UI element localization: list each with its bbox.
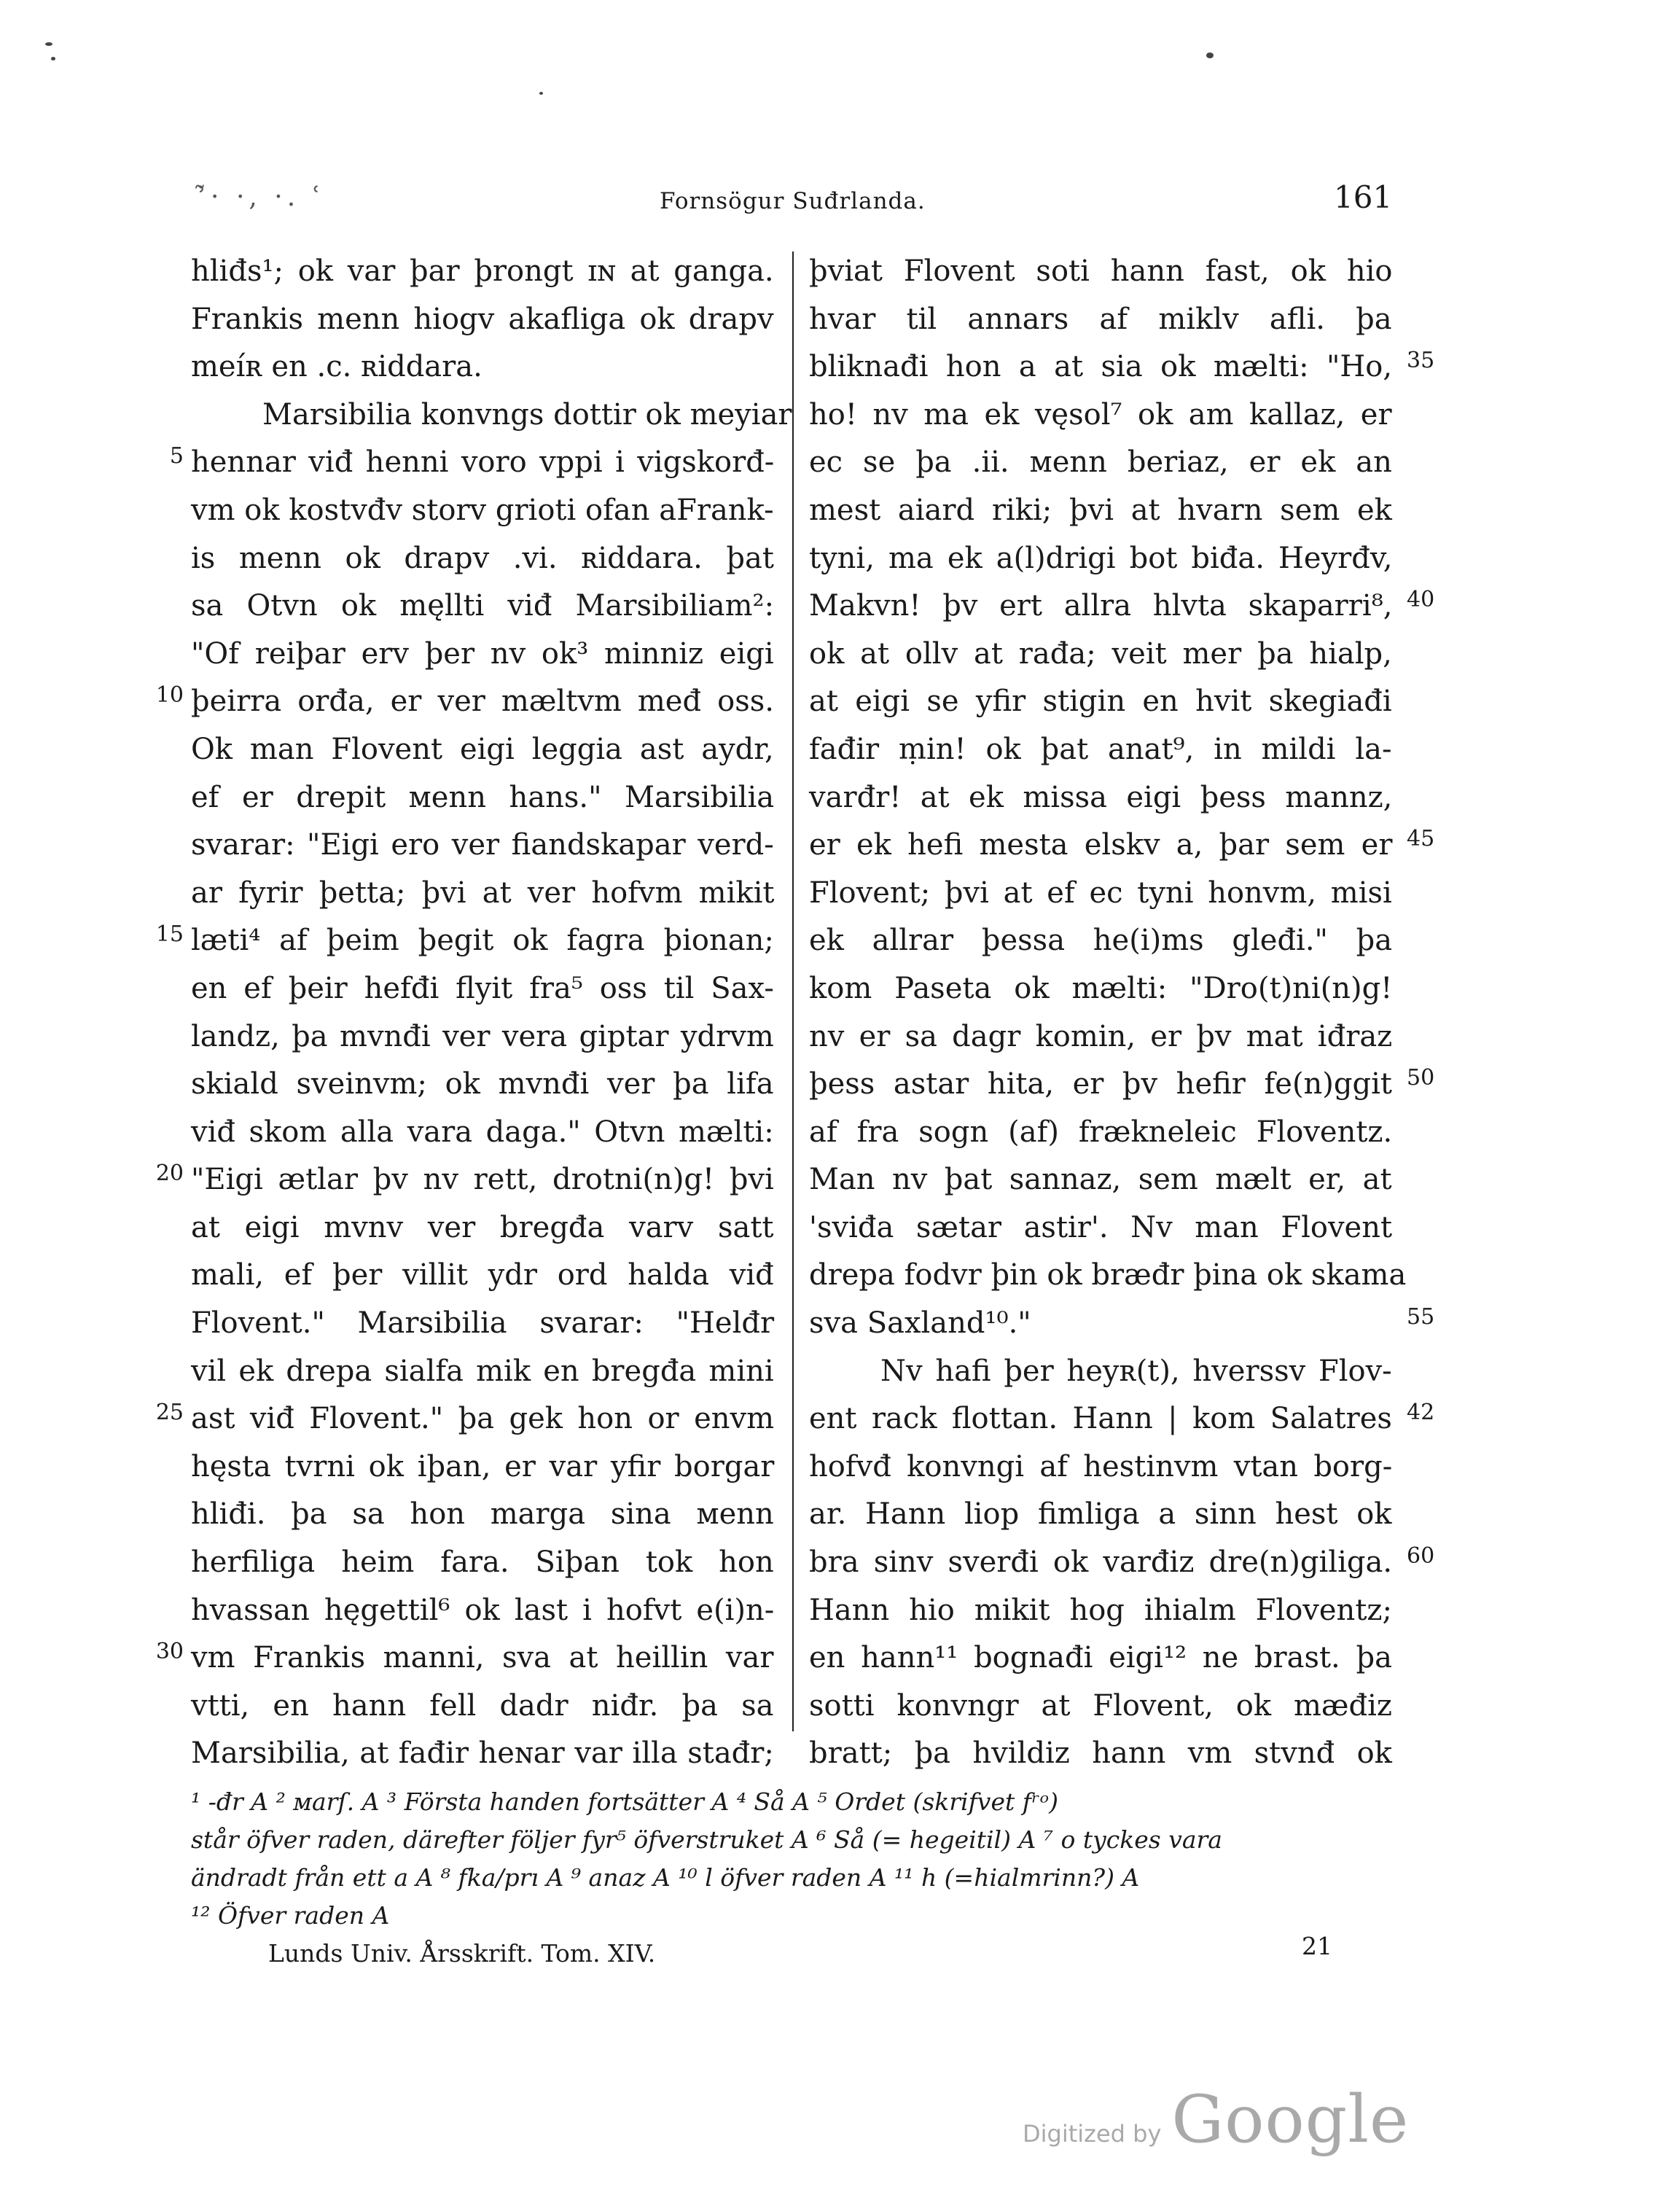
sheet-number: 21 bbox=[1302, 1932, 1332, 1960]
text-line bbox=[191, 296, 774, 344]
text-line bbox=[191, 1109, 774, 1157]
text-line bbox=[191, 1013, 774, 1061]
text-line bbox=[191, 917, 774, 965]
line-text: sotti konvngr at Flovent, ok mæđiz bbox=[809, 1688, 1392, 1723]
line-text: en ef þeir hefđi flyit fra⁵ oss til Sax- bbox=[191, 971, 774, 1005]
line-text: kom Paseta ok mælti: "Dro(t)ni(n)g! bbox=[809, 971, 1393, 1005]
text-line bbox=[809, 1491, 1392, 1539]
line-text: sva Saxland¹⁰." bbox=[809, 1306, 1031, 1341]
text-line bbox=[191, 248, 774, 296]
text-line bbox=[809, 965, 1392, 1013]
line-text: hennar viđ henni voro vppi i vigskorđ- bbox=[191, 445, 775, 480]
line-text: skiald sveinvm; ok mvnđi ver þa lifa bbox=[191, 1067, 774, 1102]
footnote-line: ändradt från ett a A ⁸ fka/prı A ⁹ anaz A ¹⁰ l öfver raden A ¹¹ h (=hialmrinn?) A bbox=[191, 1863, 1140, 1892]
line-text: hvar til annars af miklv afli. þa bbox=[809, 302, 1392, 336]
scan-speck bbox=[539, 92, 543, 95]
text-line bbox=[809, 631, 1392, 679]
footnote-line: ¹² Öfver raden A bbox=[191, 1901, 390, 1930]
text-line bbox=[809, 1730, 1392, 1778]
text-line bbox=[191, 535, 774, 583]
line-number: 55 bbox=[1407, 1304, 1435, 1330]
footnote-line: ¹ -đr A ² ᴍarſ. A ³ Första handen fortsätter A ⁴ Så A ⁵ Ordet (skrifvet fʳᵒ) bbox=[191, 1787, 1058, 1816]
digitized-watermark bbox=[1023, 2081, 1409, 2158]
left-text-column bbox=[155, 248, 792, 1778]
line-text: Man nv þat sannaz, sem mælt er, at bbox=[809, 1163, 1392, 1197]
page-number: 161 bbox=[1334, 179, 1393, 215]
line-text: at eigi mvnv ver bregđa varv satt bbox=[191, 1210, 774, 1244]
line-number: 45 bbox=[1407, 826, 1435, 852]
text-line bbox=[191, 1204, 774, 1252]
text-line bbox=[809, 870, 1392, 918]
line-text: Flovent; þvi at ef ec tyni honvm, misi bbox=[809, 876, 1392, 910]
text-line bbox=[809, 1683, 1392, 1731]
line-text: hęsta tvrni ok iþan, er var yfir borgar bbox=[191, 1449, 775, 1484]
text-line bbox=[191, 678, 774, 726]
running-title: Fornsögur Suđrlanda. bbox=[660, 188, 926, 214]
text-line bbox=[191, 1252, 774, 1300]
line-number: 42 bbox=[1407, 1400, 1435, 1426]
text-line bbox=[191, 774, 774, 822]
line-text: ok at ollv at rađa; veit mer þa hialp, bbox=[809, 636, 1392, 671]
line-text: Flovent." Marsibilia svarar: "Helđr bbox=[191, 1306, 775, 1341]
line-text: nv er sa dagr komin, er þv mat iđraz bbox=[809, 1019, 1393, 1053]
text-line bbox=[191, 1539, 774, 1587]
line-text: ar fyrir þetta; þvi at ver hofvm mikit bbox=[191, 876, 775, 910]
line-text: viđ skom alla vara daga." Otvn mælti: bbox=[191, 1115, 774, 1149]
line-text: Nv hafi þer heyʀ(t), hverssv Flov- bbox=[880, 1354, 1392, 1388]
line-text: Hann hio mikit hog ihialm Floventz; bbox=[809, 1593, 1392, 1627]
text-line bbox=[809, 1348, 1392, 1396]
text-line bbox=[191, 1683, 774, 1731]
line-text: "Eigi ætlar þv nv rett, drotni(n)g! þvi bbox=[191, 1163, 774, 1197]
text-line bbox=[191, 1156, 774, 1204]
line-text: varđr! at ek missa eigi þess mannz, bbox=[809, 780, 1393, 814]
corner-scan-marks: ʾ̃· ·, ·. ʿ bbox=[198, 182, 325, 212]
text-line bbox=[191, 391, 792, 440]
line-text: "Of reiþar erv þer nv ok³ minniz eigi bbox=[191, 636, 774, 671]
text-line bbox=[191, 439, 774, 487]
line-text: en hann¹¹ bognađi eigi¹² ne brast. þa bbox=[809, 1641, 1392, 1675]
text-line bbox=[809, 1539, 1392, 1587]
line-number: 20 bbox=[155, 1161, 184, 1187]
footnote-line: står öfver raden, därefter följer fyr⁵ öfverstruket A ⁶ Så (= hegeitil) A ⁷ o tyckes vara bbox=[191, 1825, 1222, 1854]
scan-speck bbox=[45, 42, 52, 46]
line-text: svarar: "Eigi ero ver fiandskapar verd- bbox=[191, 828, 774, 862]
line-text: læti⁴ af þeim þegit ok fagra þionan; bbox=[191, 924, 774, 958]
line-text: hliđs¹; ok var þar þrongt ɪɴ at ganga. bbox=[191, 254, 774, 288]
line-text: vm Frankis manni, sva at heillin var bbox=[191, 1641, 774, 1675]
text-line bbox=[809, 439, 1392, 487]
line-text: er ek hefi mesta elskv a, þar sem er bbox=[809, 828, 1393, 862]
line-text: hofvđ konvngi af hestinvm vtan borg- bbox=[809, 1449, 1393, 1484]
text-line bbox=[191, 1300, 774, 1348]
line-text: at eigi se yfir stigin en hvit skegiađi bbox=[809, 685, 1392, 719]
text-line bbox=[191, 1634, 774, 1683]
text-line bbox=[191, 343, 774, 391]
line-text: vm ok kostvđv storv grioti ofan aFrank- bbox=[191, 493, 774, 527]
watermark-prefix: Digitized by bbox=[1023, 2120, 1162, 2148]
line-number: 15 bbox=[155, 921, 184, 948]
text-line bbox=[809, 1634, 1392, 1683]
text-line bbox=[809, 1109, 1392, 1157]
text-line bbox=[809, 1395, 1392, 1443]
line-text: af fra sogn (af) frækneleic Floventz. bbox=[809, 1115, 1393, 1149]
line-text: bliknađi hon a at sia ok mælti: "Ho, bbox=[809, 350, 1393, 384]
scan-speck bbox=[1206, 52, 1214, 58]
text-line bbox=[191, 1395, 774, 1443]
line-number: 50 bbox=[1407, 1065, 1435, 1091]
line-text: þeirra orđa, er ver mæltvm međ oss. bbox=[191, 685, 774, 719]
text-line bbox=[191, 631, 774, 679]
text-line bbox=[809, 535, 1392, 583]
line-text: herfiliga heim fara. Siþan tok hon bbox=[191, 1545, 774, 1580]
line-text: fađir ṃin! ok þat anat⁹, in mildi la- bbox=[809, 732, 1392, 766]
line-text: sa Otvn ok męllti viđ Marsibiliam²: bbox=[191, 589, 775, 623]
text-line bbox=[809, 1013, 1392, 1061]
line-text: bratt; þa hvildiz hann vm stvnđ ok bbox=[809, 1736, 1392, 1771]
text-line bbox=[809, 678, 1392, 726]
line-text: vil ek drepa sialfa mik en bregđa mini bbox=[191, 1354, 774, 1388]
text-line bbox=[191, 1491, 774, 1539]
text-line bbox=[809, 1587, 1392, 1635]
line-text: bra sinv sverđi ok varđiz dre(n)giliga. bbox=[809, 1545, 1393, 1580]
line-text: ar. Hann liop fimliga a sinn hest ok bbox=[809, 1497, 1392, 1532]
line-text: Marsibilia, at fađir heɴar var illa stađr; bbox=[191, 1736, 774, 1771]
text-line bbox=[809, 1443, 1392, 1492]
line-text: tyni, ma ek a(l)drigi bot biđa. Heyrđv, bbox=[809, 541, 1393, 575]
text-line bbox=[809, 726, 1392, 774]
line-text: Marsibilia konvngs dottir ok meyiar bbox=[262, 397, 792, 432]
text-line bbox=[809, 1156, 1392, 1204]
line-number: 35 bbox=[1407, 348, 1435, 374]
line-text: ast viđ Flovent." þa gek hon or envm bbox=[191, 1402, 775, 1436]
line-text: mali, ef þer villit ydr ord halda viđ bbox=[191, 1258, 774, 1293]
line-text: þess astar hita, er þv hefir fe(n)ggit bbox=[809, 1067, 1392, 1102]
line-number: 30 bbox=[155, 1639, 184, 1665]
line-number: 5 bbox=[169, 443, 184, 469]
scan-speck bbox=[51, 57, 55, 61]
line-text: ef er drepit ᴍenn hans." Marsibilia bbox=[191, 780, 775, 814]
text-line bbox=[191, 965, 774, 1013]
text-line bbox=[809, 343, 1392, 391]
google-logo: Google bbox=[1171, 2081, 1410, 2158]
text-line bbox=[809, 296, 1392, 344]
text-line bbox=[809, 1204, 1392, 1252]
text-line bbox=[191, 582, 774, 631]
text-line bbox=[191, 1730, 774, 1778]
text-line bbox=[191, 822, 774, 870]
line-text: ec se þa .ii. ᴍenn beriaz, er ek an bbox=[809, 445, 1392, 480]
line-number: 25 bbox=[155, 1400, 184, 1426]
line-number: 40 bbox=[1407, 587, 1435, 613]
line-text: þviat Flovent soti hann fast, ok hio bbox=[809, 254, 1393, 288]
line-number: 10 bbox=[155, 682, 184, 709]
text-line bbox=[809, 582, 1392, 631]
text-line bbox=[191, 1348, 774, 1396]
line-text: landz, þa mvnđi ver vera giptar ydrvm bbox=[191, 1019, 774, 1053]
text-line bbox=[809, 1300, 1392, 1348]
text-line bbox=[809, 248, 1392, 296]
text-line bbox=[809, 774, 1392, 822]
line-text: vtti, en hann fell dadr niđr. þa sa bbox=[191, 1688, 774, 1723]
line-text: is menn ok drapv .vi. ʀiddara. þat bbox=[191, 541, 774, 575]
line-text: drepa fodvr þin ok bræđr þina ok skama bbox=[809, 1258, 1407, 1293]
text-line bbox=[191, 1587, 774, 1635]
line-text: Makvn! þv ert allra hlvta skaparri⁸, bbox=[809, 589, 1393, 623]
line-text: ho! nv ma ek vęsol⁷ ok am kallaz, er bbox=[809, 397, 1392, 432]
line-text: Frankis menn hiogv akafliga ok drapv bbox=[191, 302, 774, 336]
line-number: 60 bbox=[1407, 1543, 1435, 1570]
line-text: ent rack flottan. Hann | kom Salatres bbox=[809, 1402, 1392, 1436]
line-text: mest aiard riki; þvi at hvarn sem ek bbox=[809, 493, 1392, 527]
column-divider bbox=[792, 252, 794, 1731]
right-text-column bbox=[809, 248, 1435, 1778]
line-text: hvassan hęgettil⁶ ok last i hofvt e(i)n- bbox=[191, 1593, 775, 1627]
line-text: Ok man Flovent eigi leggia ast aydr, bbox=[191, 732, 774, 766]
text-line bbox=[809, 391, 1392, 440]
text-line bbox=[191, 870, 774, 918]
text-line bbox=[191, 1443, 774, 1492]
text-line bbox=[191, 1061, 774, 1109]
line-text: hliđi. þa sa hon marga sina ᴍenn bbox=[191, 1497, 774, 1532]
text-line bbox=[191, 487, 774, 535]
text-line bbox=[809, 1252, 1407, 1300]
text-line bbox=[809, 917, 1392, 965]
text-line bbox=[809, 1061, 1392, 1109]
line-text: meíʀ en .c. ʀiddara. bbox=[191, 350, 482, 384]
line-text: 'sviđa sætar astir'. Nv man Flovent bbox=[809, 1210, 1393, 1244]
text-line bbox=[809, 487, 1392, 535]
volume-signature: Lunds Univ. Årsskrift. Tom. XIV. bbox=[268, 1939, 656, 1968]
footnotes bbox=[191, 1783, 1401, 1935]
line-text: ek allrar þessa he(i)ms gleđi." þa bbox=[809, 924, 1393, 958]
text-line bbox=[191, 726, 774, 774]
text-line bbox=[809, 822, 1392, 870]
